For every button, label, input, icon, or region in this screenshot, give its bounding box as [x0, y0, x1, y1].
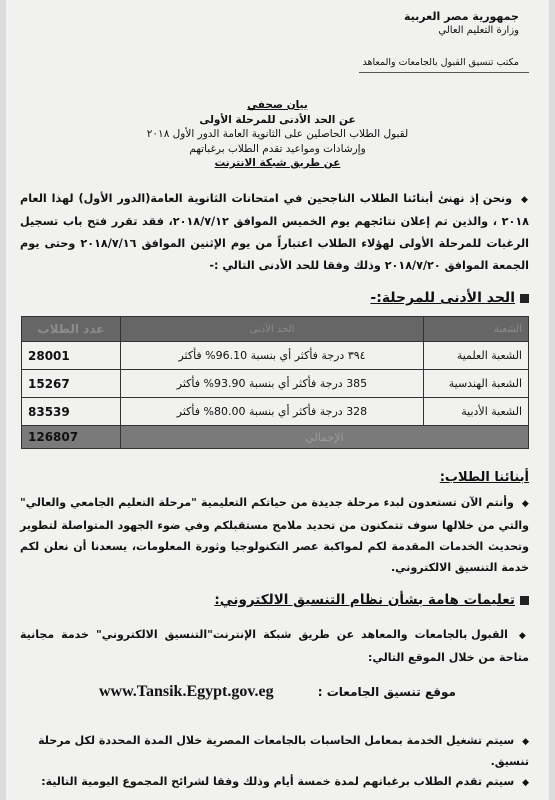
- instructions-title: تعليمات هامة بشأن نظام التنسيق الالكتروني:: [214, 592, 529, 608]
- intro-paragraph: [20, 188, 529, 277]
- bullet-icon: ◆: [521, 499, 530, 509]
- instructions-text: القبول بالجامعات والمعاهد عن طريق شبكة الإنترنت"التنسيق الالكتروني" خدمة مجانية متاحة من خلال الموقع التالي:: [20, 628, 529, 664]
- bullet-list: [20, 731, 529, 793]
- table-row: [22, 370, 529, 398]
- header-branch: الشعبة: [424, 317, 529, 342]
- country-name: جمهورية مصر العربية: [404, 10, 519, 23]
- intro-text: ونحن إذ نهنئ أبنائنا الطلاب الناجحين في امتحانات الثانوية العامة(الدور الأول) لهذا العام ٢٠١٨ ، والذين تم إعلان نتائجهم يوم الخميس الموافق ٢٠١٨/٧/١٢، فقد تقرر فتح باب تسجيل الرغبات للمرحلة الأولى لهؤلاء الطلاب اعتباراً من يوم الإثنين الموافق ٢٠١٨/٧/١٦ وحتى يوم الجمعة الموافق ٢٠١٨/٧/٢٠ وذلك وفقا للحد الأدنى التالي :-: [20, 192, 529, 272]
- min-section-title: الحد الأدنى للمرحلة:-: [370, 290, 529, 306]
- square-bullet-icon: [520, 294, 529, 303]
- count-cell: 28001: [22, 342, 121, 370]
- list-item: ◆ سيتم تقدم الطلاب برغباتهم لمدة خمسة أيام وذلك وفقا لشرائح المجموع اليومية التالية:: [41, 775, 529, 788]
- table-header-row: [22, 317, 529, 342]
- document-page: [6, 0, 549, 800]
- statement-line-1: عن الحد الأدنى للمرحلة الأولى: [199, 113, 356, 126]
- branch-cell: الشعبة الهندسية: [424, 370, 529, 398]
- table-total-row: [22, 426, 529, 449]
- table-row: [22, 342, 529, 370]
- statement-heading: [6, 98, 549, 171]
- bullet-icon: ◆: [521, 195, 529, 205]
- students-title: أبنائنا الطلاب:: [439, 470, 529, 485]
- total-count: 126807: [22, 426, 121, 449]
- instructions-paragraph: [20, 624, 529, 668]
- letterhead: [363, 10, 519, 70]
- table-row: [22, 398, 529, 426]
- site-label: موقع تنسيق الجامعات :: [317, 685, 456, 699]
- results-table: [21, 316, 529, 449]
- header-min: الحد الأدنى: [121, 317, 424, 342]
- students-text: وأنتم الآن تستعدون لبدء مرحلة جديدة من حياتكم التعليمية "مرحلة التعليم الجامعي والعالي" والتي من خلالها سوف تتمكنون من تحديد ملامح مستقبلكم وفي ضوء الجهود المتواصلة لتطوير وتحديث الخدمات المقدمة لكم لمواكبة عصر التكنولوجيا وثورة المعلومات، يسعدنا أن نعلن لكم خدمة التنسيق الالكتروني.: [20, 496, 529, 574]
- total-label: الإجمالي: [121, 426, 529, 449]
- bullet-icon: ◆: [522, 778, 529, 788]
- letterhead-divider: [359, 72, 529, 73]
- min-cell: ٣٩٤ درجة فأكثر أي بنسبة 96.10% فأكثر: [121, 342, 424, 370]
- count-cell: 83539: [22, 398, 121, 426]
- statement-line-4: عن طريق شبكة الانترنت: [214, 157, 341, 169]
- statement-title: بيان صحفي: [247, 99, 308, 111]
- statement-line-2: لقبول الطلاب الحاصلين على الثانوية العامة الدور الأول ٢٠١٨: [146, 128, 409, 140]
- bullet-icon: ◆: [522, 737, 529, 747]
- count-cell: 15267: [22, 370, 121, 398]
- min-cell: 328 درجة فأكثر أي بنسبة 80.00% فأكثر: [121, 398, 424, 426]
- office-name: مكتب تنسيق القبول بالجامعات والمعاهد: [362, 57, 519, 68]
- header-count: عدد الطلاب: [22, 317, 121, 342]
- list-item: ◆ سيتم تشغيل الخدمة بمعامل الحاسبات بالجامعات المصرية خلال المدة المحددة لكل مرحلة تنسيق.: [38, 734, 529, 768]
- statement-line-3: وإرشادات ومواعيد تقدم الطلاب برغباتهم: [189, 142, 366, 155]
- min-cell: 385 درجة فأكثر أي بنسبة 93.90% فأكثر: [121, 370, 424, 398]
- site-line: [6, 683, 549, 701]
- students-paragraph: [20, 492, 529, 578]
- bullet-icon: ◆: [518, 631, 530, 641]
- square-bullet-icon: [520, 596, 529, 605]
- site-url-link[interactable]: www.Tansik.Egypt.gov.eg: [99, 683, 274, 700]
- branch-cell: الشعبة العلمية: [424, 342, 529, 370]
- branch-cell: الشعبة الأدبية: [424, 398, 529, 426]
- ministry-name: وزارة التعليم العالي: [438, 25, 519, 36]
